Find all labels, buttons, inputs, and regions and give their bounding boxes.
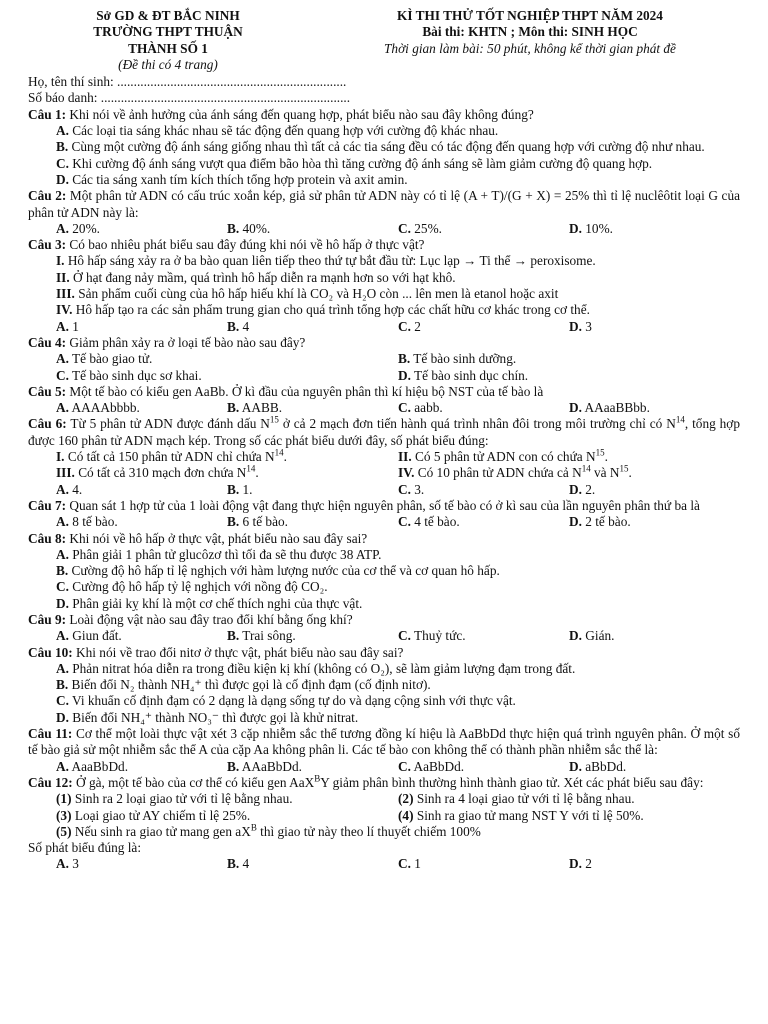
- page-count-note: (Đề thi có 4 trang): [118, 56, 218, 72]
- option-d[interactable]: D. Các tia sáng xanh tím kích thích tổng hợp protein và axit amin.: [56, 171, 408, 187]
- question-number: Câu 4:: [28, 334, 67, 350]
- school-block: [28, 8, 308, 73]
- option-b[interactable]: B. 4: [227, 318, 250, 334]
- option-b[interactable]: B. Trai sông.: [227, 628, 296, 644]
- option-a[interactable]: A. Phân giải 1 phân tử glucôzơ thì tối đa sẽ thu được 38 ATP.: [56, 546, 382, 562]
- question-number: Câu 9:: [28, 611, 67, 627]
- statement-2: II. Ở hạt đang nảy mầm, quá trình hô hấp diễn ra mạnh hơn so với hạt khô.: [56, 269, 456, 285]
- option-a[interactable]: A. 1: [56, 318, 79, 334]
- department: Sở GD & ĐT BẮC NINH: [96, 8, 240, 23]
- statement-1: I. Có tất cả 150 phân tử ADN chỉ chứa $N^{14}$.: [56, 447, 287, 465]
- question-6: Câu 6: Từ 5 phân tử ADN được đánh dấu $N^{15}$ ở cả 2 mạch đơn tiến hành quá trình nhân đôi trong môi trường chỉ có $N^{14}$, tổng hợp được 160 phân tử ADN mạch kép. Trong số các phát biểu dưới đây, số phát biểu đúng:: [28, 415, 740, 448]
- question-10: [28, 645, 740, 661]
- statement-2: II. Có 5 phân tử ADN con có chứa $N^{15}$.: [398, 447, 608, 465]
- option-c[interactable]: C. 1: [398, 856, 421, 872]
- question-text: Có bao nhiêu phát biểu sau đây đúng khi nói về hô hấp ở thực vật?: [69, 237, 425, 253]
- option-d[interactable]: D. 3: [569, 318, 592, 334]
- options-row: [28, 856, 740, 872]
- options-row: [28, 514, 740, 530]
- option-a[interactable]: A. 8 tế bào.: [56, 514, 118, 530]
- school-name: TRƯỜNG THPT THUẬN: [93, 24, 243, 40]
- question-2: [28, 188, 740, 221]
- options-row: [28, 368, 740, 384]
- option-c[interactable]: C. 25%.: [398, 220, 442, 236]
- student-name-field: Họ, tên thí sinh: .....................................................................: [28, 74, 347, 90]
- student-id-field: Số báo danh: ...........................................................................: [28, 90, 351, 106]
- option-d[interactable]: D. 2.: [569, 481, 596, 497]
- question-number: Câu 11:: [28, 726, 73, 742]
- option-a[interactable]: A. 3: [56, 856, 79, 872]
- option-b[interactable]: B. 4: [227, 856, 250, 872]
- option-b[interactable]: B. Biến đổi N₂ thành NH₄⁺ thì được gọi là cố định đạm (cố định nitơ).: [56, 677, 431, 693]
- question-number: Câu 2:: [28, 188, 67, 204]
- question-1: [28, 107, 740, 123]
- option-c[interactable]: C. aabb.: [398, 400, 443, 416]
- option-d[interactable]: D. aBbDd.: [569, 758, 627, 774]
- option-a[interactable]: A. 4.: [56, 481, 83, 497]
- statements-row: [28, 449, 740, 465]
- question-number: Câu 12:: [28, 774, 73, 790]
- option-c[interactable]: C. 2: [398, 318, 421, 334]
- option-b[interactable]: B. 6 tế bào.: [227, 514, 288, 530]
- options-row: [28, 400, 740, 416]
- question-5: [28, 384, 740, 400]
- option-c[interactable]: C. Vi khuẩn cố định đạm có 2 dạng là dạng sống tự do và dạng cộng sinh với thực vật.: [56, 693, 516, 709]
- option-b[interactable]: B. 40%.: [227, 220, 271, 236]
- option-c[interactable]: C. Thuỷ tức.: [398, 628, 466, 644]
- option-a[interactable]: A. AAAAbbbb.: [56, 400, 140, 416]
- question-text: Khi nói về trao đổi nitơ ở thực vật, phát biểu nào sau đây sai?: [76, 644, 404, 660]
- statement-4: IV. Có 10 phân tử ADN chứa cả $N^{14}$ và $N^{15}$.: [398, 463, 632, 481]
- question-4: [28, 335, 740, 351]
- option-b[interactable]: B. AABB.: [227, 400, 283, 416]
- statement-3: (3) Loại giao tử AY chiếm tỉ lệ 25%.: [56, 807, 251, 823]
- question-text: Loài động vật nào sau đây trao đổi khí bằng ống khí?: [69, 611, 353, 627]
- statement-5: (5) Nếu sinh ra giao tử mang gen $aX^B$ thì giao tử này theo lí thuyết chiếm 100%: [56, 822, 481, 839]
- option-d[interactable]: D. AAaaBBbb.: [569, 400, 650, 416]
- option-a[interactable]: A. 20%.: [56, 220, 100, 236]
- statement-1: I. Hô hấp sáng xảy ra ở ba bào quan liên tiếp theo thứ tự bắt đầu từ: Lục lạp → Ti thể → peroxisome.: [56, 253, 596, 269]
- statements-row: [28, 465, 740, 481]
- options-row: [28, 628, 740, 644]
- option-d[interactable]: D. Tế bào sinh dục chín.: [398, 367, 529, 383]
- question-3: [28, 237, 740, 253]
- option-a[interactable]: A. Phản nitrat hóa diễn ra trong điều kiện kị khí (không có O₂), sẽ làm giảm lượng đạm trong đất.: [56, 660, 576, 676]
- question-text: Giảm phân xảy ra ở loại tế bào nào sau đây?: [69, 334, 306, 350]
- question-8: [28, 531, 740, 547]
- options-row: [28, 221, 740, 237]
- school-name-2: THÀNH SỐ 1: [128, 40, 208, 56]
- options-row: [28, 759, 740, 775]
- option-b[interactable]: B. AAaBbDd.: [227, 758, 302, 774]
- question-number: Câu 3:: [28, 237, 67, 253]
- option-d[interactable]: D. Gián.: [569, 628, 615, 644]
- option-d[interactable]: D. 2 tế bào.: [569, 514, 631, 530]
- exam-subject: Bài thi: KHTN ; Môn thi: SINH HỌC: [422, 24, 638, 40]
- option-c[interactable]: C. Cường độ hô hấp tỷ lệ nghịch với nồng độ CO₂.: [56, 579, 328, 595]
- question-text: Cơ thể một loài thực vật xét 3 cặp nhiễm sắc thể tương đồng kí hiệu là AaBbDd thực hiện quá trình nguyên phân. Ở một số tế bào giả sử một nhiễm sắc thể A của cặp Aa không phân li. Các tế bào con không thể có thành phần nhiễm sắc thể là:: [28, 726, 740, 758]
- option-a[interactable]: A. Các loại tia sáng khác nhau sẽ tác động đến quang hợp với cường độ khác nhau.: [56, 123, 499, 139]
- option-a[interactable]: A. Giun đất.: [56, 628, 122, 644]
- options-row: [28, 319, 740, 335]
- question-7: [28, 498, 740, 514]
- option-d[interactable]: D. Phân giải kỵ khí là một cơ chế thích nghi của thực vật.: [56, 595, 363, 611]
- question-tail: Số phát biểu đúng là:: [28, 840, 142, 856]
- option-c[interactable]: C. Khi cường độ ánh sáng vượt qua điểm bão hòa thì tăng cường độ ánh sáng sẽ làm giảm cường độ quang hợp.: [56, 155, 653, 171]
- option-c[interactable]: C. Tế bào sinh dục sơ khai.: [56, 367, 202, 383]
- question-number: Câu 7:: [28, 497, 67, 513]
- statements-row: [28, 808, 740, 824]
- question-12: Câu 12: Ở gà, một tế bào của cơ thể có kiểu gen AaX$^B$Y giảm phân bình thường hình thành giao tử. Xét các phát biểu sau đây:: [28, 773, 704, 790]
- exam-info-block: [320, 8, 740, 73]
- question-number: Câu 1:: [28, 106, 67, 122]
- question-text: Quan sát 1 hợp tử của 1 loài động vật đang thực hiện nguyên phân, số tế bào có ở kì sau của lần nguyên phân thứ ba là: [69, 497, 700, 513]
- option-d[interactable]: D. 10%.: [569, 220, 613, 236]
- question-number: Câu 5:: [28, 383, 67, 399]
- statement-1: (1) Sinh ra 2 loại giao tử với tỉ lệ bằng nhau.: [56, 791, 293, 807]
- question-11: [28, 726, 740, 759]
- exam-time: Thời gian làm bài: 50 phút, không kể thời gian phát đề: [384, 40, 676, 56]
- exam-title: KÌ THI THỬ TỐT NGHIỆP THPT NĂM 2024: [397, 8, 663, 23]
- question-number: Câu 10:: [28, 644, 73, 660]
- statement-2: (2) Sinh ra 4 loại giao tử với tỉ lệ bằng nhau.: [398, 791, 635, 807]
- question-number: Câu 6:: [28, 416, 67, 432]
- statement-4: (4) Sinh ra giao tử mang NST Y với tỉ lệ 50%.: [398, 807, 644, 823]
- option-b[interactable]: B. Cùng một cường độ ánh sáng giống nhau thì tất cả các tia sáng đều có tác động đến quang hợp với cường độ như nhau.: [56, 139, 705, 155]
- option-c[interactable]: C. AaBbDd.: [398, 758, 465, 774]
- statement-3: III. Có tất cả 310 mạch đơn chứa $N^{14}$.: [56, 463, 259, 481]
- statements-row: [28, 791, 740, 807]
- question-text: Khi nói về hô hấp ở thực vật, phát biểu nào sau đây sai?: [69, 530, 368, 546]
- option-d[interactable]: D. 2: [569, 856, 592, 872]
- option-b[interactable]: B. 1.: [227, 481, 253, 497]
- question-number: Câu 8:: [28, 530, 67, 546]
- exam-header: [28, 8, 740, 73]
- option-c[interactable]: C. 4 tế bào.: [398, 514, 460, 530]
- option-a[interactable]: A. Tế bào giao tử.: [56, 351, 153, 367]
- statement-3: III. Sản phẩm cuối cùng của hô hấp hiếu khí là CO₂ và H₂O còn ... lên men là etanol hoặc axit: [56, 286, 559, 302]
- option-b[interactable]: B. Tế bào sinh dưỡng.: [398, 351, 517, 367]
- option-d[interactable]: D. Biến đổi NH₄⁺ thành NO₃⁻ thì được gọi là khử nitrat.: [56, 709, 359, 725]
- question-9: [28, 612, 740, 628]
- question-text: Khi nói về ảnh hưởng của ánh sáng đến quang hợp, phát biểu nào sau đây không đúng?: [69, 106, 534, 122]
- statement-4: IV. Hô hấp tạo ra các sản phẩm trung gian cho quá trình tổng hợp các chất hữu cơ khác trong cơ thể.: [56, 302, 590, 318]
- option-a[interactable]: A. AaaBbDd.: [56, 758, 129, 774]
- option-b[interactable]: B. Cường độ hô hấp tỉ lệ nghịch với hàm lượng nước của cơ thể và cơ quan hô hấp.: [56, 563, 500, 579]
- question-text: Một tế bào có kiểu gen AaBb. Ở kì đầu của nguyên phân thì kí hiệu bộ NST của tế bào là: [69, 383, 544, 399]
- options-row: [28, 482, 740, 498]
- option-c[interactable]: C. 3.: [398, 481, 425, 497]
- options-row: [28, 351, 740, 367]
- question-text: Một phân tử ADN có cấu trúc xoắn kép, giả sử phân tử ADN này có tỉ lệ (A + T)/(G + X) = 25% thì tỉ lệ nuclêôtit loại G của phân tử ADN này là:: [28, 188, 741, 220]
